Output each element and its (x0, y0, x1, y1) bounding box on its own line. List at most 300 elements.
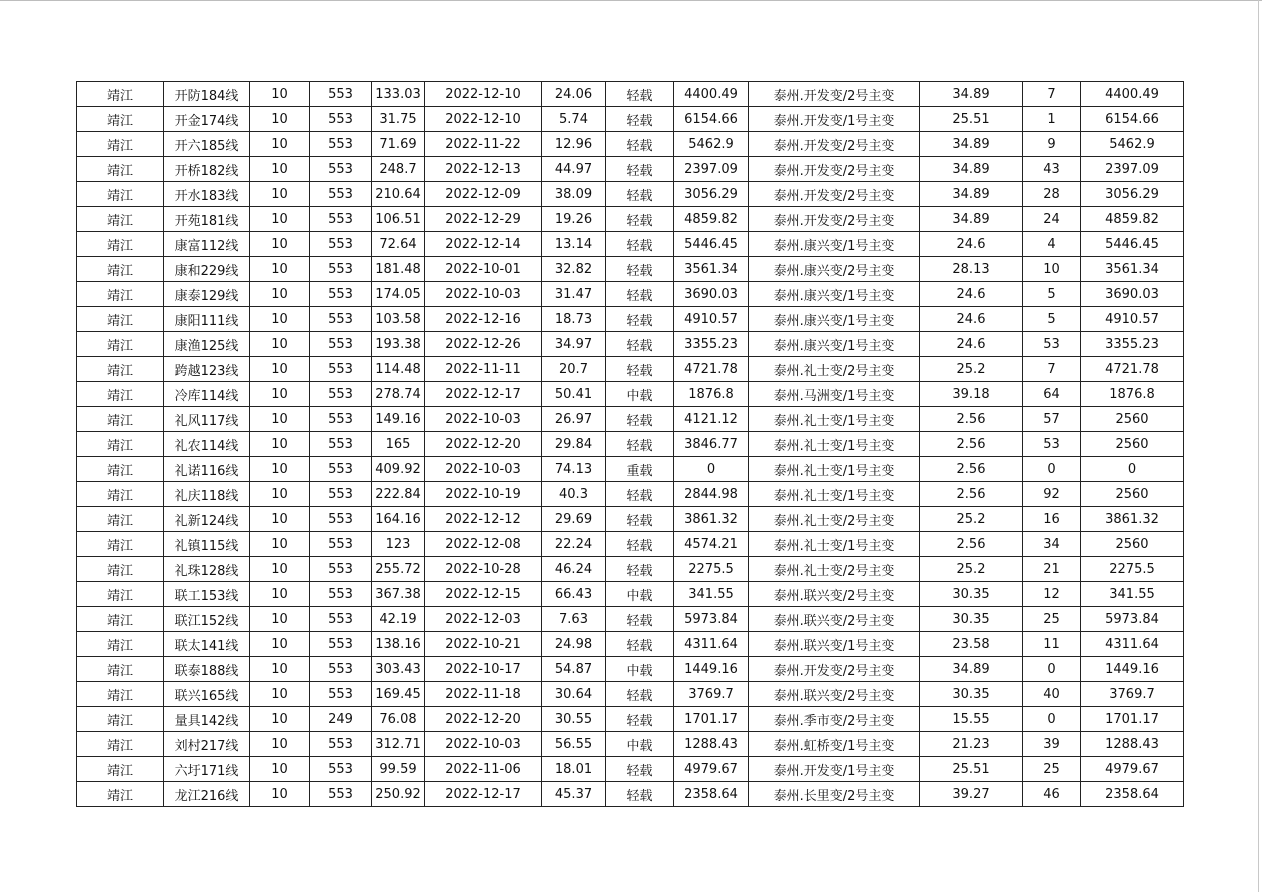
cell-load-status: 中载 (606, 732, 674, 757)
cell-transformer: 泰州.虹桥变/1号主变 (749, 732, 920, 757)
cell-transformer-load-rate: 39.27 (920, 782, 1023, 807)
cell-date: 2022-12-12 (425, 507, 542, 532)
cell-load-rate: 74.13 (542, 457, 606, 482)
cell-rated-capacity: 553 (310, 657, 372, 682)
cell-load-status: 轻载 (606, 232, 674, 257)
cell-available-capacity: 0 (674, 457, 749, 482)
cell-transformer: 泰州.马洲变/1号主变 (749, 382, 920, 407)
cell-count: 92 (1023, 482, 1081, 507)
cell-rated-capacity: 553 (310, 557, 372, 582)
cell-voltage: 10 (250, 707, 310, 732)
cell-count: 12 (1023, 582, 1081, 607)
cell-line-name: 礼庆118线 (164, 482, 250, 507)
cell-available-capacity: 4400.49 (674, 82, 749, 107)
cell-county: 靖江 (77, 382, 164, 407)
cell-transformer: 泰州.联兴变/1号主变 (749, 632, 920, 657)
cell-load-rate: 46.24 (542, 557, 606, 582)
cell-county: 靖江 (77, 482, 164, 507)
table-row (77, 157, 1184, 182)
cell-load-rate: 29.84 (542, 432, 606, 457)
cell-load: 103.58 (372, 307, 425, 332)
table-row (77, 757, 1184, 782)
cell-available-capacity: 4859.82 (674, 207, 749, 232)
cell-date: 2022-10-17 (425, 657, 542, 682)
cell-load-status: 轻载 (606, 782, 674, 807)
cell-load-status: 轻载 (606, 357, 674, 382)
cell-line-name: 跨越123线 (164, 357, 250, 382)
cell-available-capacity: 4574.21 (674, 532, 749, 557)
cell-count: 43 (1023, 157, 1081, 182)
cell-load-status: 轻载 (606, 257, 674, 282)
cell-capacity-value: 4979.67 (1081, 757, 1184, 782)
cell-voltage: 10 (250, 757, 310, 782)
cell-available-capacity: 3769.7 (674, 682, 749, 707)
cell-rated-capacity: 553 (310, 782, 372, 807)
cell-rated-capacity: 553 (310, 307, 372, 332)
cell-line-name: 康富112线 (164, 232, 250, 257)
cell-rated-capacity: 553 (310, 757, 372, 782)
cell-transformer-load-rate: 23.58 (920, 632, 1023, 657)
cell-line-name: 礼镇115线 (164, 532, 250, 557)
cell-load: 99.59 (372, 757, 425, 782)
cell-county: 靖江 (77, 282, 164, 307)
cell-voltage: 10 (250, 732, 310, 757)
cell-load-rate: 45.37 (542, 782, 606, 807)
cell-rated-capacity: 553 (310, 432, 372, 457)
cell-transformer-load-rate: 34.89 (920, 207, 1023, 232)
cell-rated-capacity: 553 (310, 132, 372, 157)
cell-line-name: 礼农114线 (164, 432, 250, 457)
cell-rated-capacity: 553 (310, 682, 372, 707)
cell-voltage: 10 (250, 107, 310, 132)
cell-available-capacity: 2397.09 (674, 157, 749, 182)
cell-capacity-value: 6154.66 (1081, 107, 1184, 132)
cell-available-capacity: 2275.5 (674, 557, 749, 582)
cell-count: 40 (1023, 682, 1081, 707)
cell-county: 靖江 (77, 732, 164, 757)
cell-county: 靖江 (77, 557, 164, 582)
cell-transformer-load-rate: 25.51 (920, 757, 1023, 782)
cell-load-rate: 18.01 (542, 757, 606, 782)
cell-load-status: 轻载 (606, 182, 674, 207)
cell-transformer: 泰州.礼士变/2号主变 (749, 557, 920, 582)
cell-load: 210.64 (372, 182, 425, 207)
table-row (77, 307, 1184, 332)
cell-count: 0 (1023, 657, 1081, 682)
cell-available-capacity: 4121.12 (674, 407, 749, 432)
cell-load-rate: 40.3 (542, 482, 606, 507)
cell-transformer: 泰州.季市变/2号主变 (749, 707, 920, 732)
cell-capacity-value: 4910.57 (1081, 307, 1184, 332)
cell-load-status: 轻载 (606, 282, 674, 307)
cell-load-rate: 44.97 (542, 157, 606, 182)
cell-load-status: 中载 (606, 382, 674, 407)
cell-load-rate: 29.69 (542, 507, 606, 532)
cell-load: 181.48 (372, 257, 425, 282)
table-row (77, 482, 1184, 507)
cell-load-rate: 30.55 (542, 707, 606, 732)
cell-load: 169.45 (372, 682, 425, 707)
cell-county: 靖江 (77, 607, 164, 632)
cell-transformer: 泰州.康兴变/1号主变 (749, 282, 920, 307)
cell-transformer-load-rate: 34.89 (920, 657, 1023, 682)
cell-transformer-load-rate: 34.89 (920, 182, 1023, 207)
cell-capacity-value: 2275.5 (1081, 557, 1184, 582)
cell-transformer: 泰州.联兴变/2号主变 (749, 582, 920, 607)
cell-load-rate: 26.97 (542, 407, 606, 432)
cell-county: 靖江 (77, 207, 164, 232)
page-top-border (0, 0, 1262, 1)
cell-available-capacity: 4979.67 (674, 757, 749, 782)
cell-load-status: 轻载 (606, 482, 674, 507)
cell-load: 222.84 (372, 482, 425, 507)
cell-capacity-value: 3355.23 (1081, 332, 1184, 357)
cell-count: 53 (1023, 332, 1081, 357)
cell-rated-capacity: 553 (310, 407, 372, 432)
cell-load-status: 中载 (606, 657, 674, 682)
cell-date: 2022-12-16 (425, 307, 542, 332)
cell-date: 2022-12-26 (425, 332, 542, 357)
cell-date: 2022-12-08 (425, 532, 542, 557)
cell-load: 31.75 (372, 107, 425, 132)
cell-date: 2022-12-09 (425, 182, 542, 207)
cell-line-name: 量具142线 (164, 707, 250, 732)
cell-available-capacity: 5446.45 (674, 232, 749, 257)
cell-voltage: 10 (250, 657, 310, 682)
cell-transformer: 泰州.康兴变/1号主变 (749, 307, 920, 332)
table-row (77, 782, 1184, 807)
cell-transformer-load-rate: 2.56 (920, 482, 1023, 507)
cell-load-status: 轻载 (606, 207, 674, 232)
cell-load-rate: 19.26 (542, 207, 606, 232)
table-row (77, 182, 1184, 207)
table-row (77, 207, 1184, 232)
table-row (77, 282, 1184, 307)
table-row (77, 82, 1184, 107)
cell-count: 11 (1023, 632, 1081, 657)
cell-line-name: 联太141线 (164, 632, 250, 657)
cell-county: 靖江 (77, 682, 164, 707)
cell-voltage: 10 (250, 207, 310, 232)
cell-capacity-value: 3690.03 (1081, 282, 1184, 307)
cell-available-capacity: 2844.98 (674, 482, 749, 507)
cell-capacity-value: 1288.43 (1081, 732, 1184, 757)
table-row (77, 132, 1184, 157)
cell-capacity-value: 0 (1081, 457, 1184, 482)
cell-available-capacity: 4721.78 (674, 357, 749, 382)
cell-voltage: 10 (250, 307, 310, 332)
cell-load: 250.92 (372, 782, 425, 807)
cell-transformer: 泰州.礼士变/1号主变 (749, 532, 920, 557)
cell-load: 193.38 (372, 332, 425, 357)
cell-date: 2022-11-22 (425, 132, 542, 157)
cell-load-status: 中载 (606, 582, 674, 607)
cell-voltage: 10 (250, 582, 310, 607)
cell-count: 53 (1023, 432, 1081, 457)
cell-load-status: 轻载 (606, 132, 674, 157)
cell-date: 2022-12-10 (425, 107, 542, 132)
cell-transformer: 泰州.康兴变/2号主变 (749, 257, 920, 282)
cell-load: 76.08 (372, 707, 425, 732)
cell-county: 靖江 (77, 532, 164, 557)
cell-line-name: 冷库114线 (164, 382, 250, 407)
cell-capacity-value: 4311.64 (1081, 632, 1184, 657)
cell-load-status: 轻载 (606, 607, 674, 632)
cell-transformer: 泰州.开发变/2号主变 (749, 132, 920, 157)
cell-transformer-load-rate: 34.89 (920, 132, 1023, 157)
cell-count: 25 (1023, 757, 1081, 782)
cell-load-status: 轻载 (606, 107, 674, 132)
cell-load: 72.64 (372, 232, 425, 257)
cell-transformer-load-rate: 25.2 (920, 507, 1023, 532)
cell-capacity-value: 2560 (1081, 432, 1184, 457)
cell-available-capacity: 3861.32 (674, 507, 749, 532)
cell-county: 靖江 (77, 107, 164, 132)
cell-load: 367.38 (372, 582, 425, 607)
cell-load-rate: 31.47 (542, 282, 606, 307)
cell-load: 165 (372, 432, 425, 457)
cell-count: 21 (1023, 557, 1081, 582)
cell-load: 42.19 (372, 607, 425, 632)
cell-capacity-value: 3561.34 (1081, 257, 1184, 282)
cell-load-status: 轻载 (606, 532, 674, 557)
cell-available-capacity: 3690.03 (674, 282, 749, 307)
cell-load: 123 (372, 532, 425, 557)
cell-transformer-load-rate: 25.2 (920, 557, 1023, 582)
table-row (77, 257, 1184, 282)
cell-transformer: 泰州.开发变/1号主变 (749, 107, 920, 132)
cell-voltage: 10 (250, 357, 310, 382)
cell-count: 64 (1023, 382, 1081, 407)
table-row (77, 232, 1184, 257)
cell-county: 靖江 (77, 657, 164, 682)
table-row (77, 507, 1184, 532)
cell-voltage: 10 (250, 457, 310, 482)
cell-count: 9 (1023, 132, 1081, 157)
cell-capacity-value: 5446.45 (1081, 232, 1184, 257)
cell-date: 2022-11-11 (425, 357, 542, 382)
table-row (77, 457, 1184, 482)
table-row (77, 532, 1184, 557)
cell-transformer: 泰州.康兴变/1号主变 (749, 332, 920, 357)
cell-transformer: 泰州.开发变/2号主变 (749, 157, 920, 182)
cell-transformer-load-rate: 25.51 (920, 107, 1023, 132)
cell-rated-capacity: 553 (310, 607, 372, 632)
cell-line-name: 康泰129线 (164, 282, 250, 307)
table-row (77, 682, 1184, 707)
cell-county: 靖江 (77, 457, 164, 482)
cell-load: 303.43 (372, 657, 425, 682)
page-right-border (1258, 0, 1259, 892)
cell-available-capacity: 3355.23 (674, 332, 749, 357)
cell-count: 46 (1023, 782, 1081, 807)
cell-load-rate: 50.41 (542, 382, 606, 407)
cell-available-capacity: 4311.64 (674, 632, 749, 657)
cell-transformer-load-rate: 24.6 (920, 232, 1023, 257)
cell-rated-capacity: 553 (310, 157, 372, 182)
cell-rated-capacity: 553 (310, 107, 372, 132)
cell-voltage: 10 (250, 182, 310, 207)
cell-load-status: 轻载 (606, 757, 674, 782)
cell-transformer-load-rate: 21.23 (920, 732, 1023, 757)
cell-date: 2022-12-17 (425, 382, 542, 407)
cell-rated-capacity: 553 (310, 182, 372, 207)
table-row (77, 432, 1184, 457)
cell-date: 2022-12-17 (425, 782, 542, 807)
cell-transformer-load-rate: 24.6 (920, 332, 1023, 357)
cell-count: 5 (1023, 307, 1081, 332)
cell-count: 25 (1023, 607, 1081, 632)
cell-transformer: 泰州.开发变/2号主变 (749, 657, 920, 682)
cell-line-name: 龙江216线 (164, 782, 250, 807)
cell-rated-capacity: 553 (310, 482, 372, 507)
cell-available-capacity: 1701.17 (674, 707, 749, 732)
cell-voltage: 10 (250, 532, 310, 557)
cell-transformer-load-rate: 25.2 (920, 357, 1023, 382)
cell-load: 114.48 (372, 357, 425, 382)
cell-line-name: 联工153线 (164, 582, 250, 607)
cell-transformer-load-rate: 2.56 (920, 432, 1023, 457)
cell-available-capacity: 4910.57 (674, 307, 749, 332)
cell-transformer-load-rate: 39.18 (920, 382, 1023, 407)
cell-transformer-load-rate: 15.55 (920, 707, 1023, 732)
cell-available-capacity: 1288.43 (674, 732, 749, 757)
cell-voltage: 10 (250, 482, 310, 507)
cell-rated-capacity: 553 (310, 232, 372, 257)
cell-load-rate: 54.87 (542, 657, 606, 682)
cell-transformer-load-rate: 28.13 (920, 257, 1023, 282)
cell-load-status: 轻载 (606, 682, 674, 707)
cell-available-capacity: 2358.64 (674, 782, 749, 807)
cell-county: 靖江 (77, 232, 164, 257)
cell-rated-capacity: 553 (310, 532, 372, 557)
cell-transformer-load-rate: 34.89 (920, 82, 1023, 107)
cell-capacity-value: 2358.64 (1081, 782, 1184, 807)
data-table (76, 81, 1184, 807)
cell-capacity-value: 2397.09 (1081, 157, 1184, 182)
cell-count: 7 (1023, 357, 1081, 382)
cell-date: 2022-11-06 (425, 757, 542, 782)
cell-capacity-value: 4400.49 (1081, 82, 1184, 107)
cell-count: 16 (1023, 507, 1081, 532)
cell-county: 靖江 (77, 307, 164, 332)
cell-load: 71.69 (372, 132, 425, 157)
cell-load-status: 轻载 (606, 557, 674, 582)
cell-transformer-load-rate: 24.6 (920, 282, 1023, 307)
cell-rated-capacity: 553 (310, 507, 372, 532)
table-row (77, 107, 1184, 132)
cell-count: 34 (1023, 532, 1081, 557)
cell-line-name: 礼珠128线 (164, 557, 250, 582)
cell-load-rate: 34.97 (542, 332, 606, 357)
cell-transformer: 泰州.联兴变/2号主变 (749, 682, 920, 707)
cell-rated-capacity: 553 (310, 207, 372, 232)
cell-rated-capacity: 553 (310, 632, 372, 657)
cell-transformer-load-rate: 30.35 (920, 682, 1023, 707)
cell-line-name: 联兴165线 (164, 682, 250, 707)
cell-voltage: 10 (250, 407, 310, 432)
cell-rated-capacity: 553 (310, 457, 372, 482)
cell-line-name: 开金174线 (164, 107, 250, 132)
cell-voltage: 10 (250, 132, 310, 157)
cell-count: 24 (1023, 207, 1081, 232)
cell-date: 2022-10-28 (425, 557, 542, 582)
table-row (77, 582, 1184, 607)
cell-county: 靖江 (77, 707, 164, 732)
cell-capacity-value: 4859.82 (1081, 207, 1184, 232)
cell-date: 2022-11-18 (425, 682, 542, 707)
cell-date: 2022-12-03 (425, 607, 542, 632)
cell-count: 0 (1023, 707, 1081, 732)
cell-load: 312.71 (372, 732, 425, 757)
table-row (77, 357, 1184, 382)
cell-load: 106.51 (372, 207, 425, 232)
cell-count: 4 (1023, 232, 1081, 257)
cell-available-capacity: 1876.8 (674, 382, 749, 407)
cell-available-capacity: 5973.84 (674, 607, 749, 632)
cell-date: 2022-10-03 (425, 457, 542, 482)
cell-transformer: 泰州.礼士变/1号主变 (749, 482, 920, 507)
cell-voltage: 10 (250, 682, 310, 707)
cell-transformer: 泰州.开发变/2号主变 (749, 182, 920, 207)
cell-voltage: 10 (250, 157, 310, 182)
cell-county: 靖江 (77, 432, 164, 457)
cell-line-name: 康和229线 (164, 257, 250, 282)
cell-load-rate: 13.14 (542, 232, 606, 257)
cell-load: 255.72 (372, 557, 425, 582)
cell-capacity-value: 2560 (1081, 532, 1184, 557)
cell-load: 149.16 (372, 407, 425, 432)
cell-load-rate: 56.55 (542, 732, 606, 757)
cell-transformer: 泰州.礼士变/1号主变 (749, 457, 920, 482)
cell-load-status: 轻载 (606, 307, 674, 332)
table-row (77, 607, 1184, 632)
cell-date: 2022-12-29 (425, 207, 542, 232)
cell-transformer: 泰州.联兴变/2号主变 (749, 607, 920, 632)
cell-transformer: 泰州.礼士变/2号主变 (749, 507, 920, 532)
cell-transformer: 泰州.礼士变/1号主变 (749, 407, 920, 432)
table-row (77, 707, 1184, 732)
cell-voltage: 10 (250, 282, 310, 307)
cell-load-status: 轻载 (606, 707, 674, 732)
cell-voltage: 10 (250, 632, 310, 657)
cell-voltage: 10 (250, 507, 310, 532)
cell-capacity-value: 5462.9 (1081, 132, 1184, 157)
cell-county: 靖江 (77, 582, 164, 607)
cell-county: 靖江 (77, 507, 164, 532)
cell-date: 2022-10-19 (425, 482, 542, 507)
cell-county: 靖江 (77, 332, 164, 357)
cell-rated-capacity: 553 (310, 357, 372, 382)
cell-county: 靖江 (77, 132, 164, 157)
cell-load-rate: 20.7 (542, 357, 606, 382)
cell-load: 133.03 (372, 82, 425, 107)
cell-transformer-load-rate: 24.6 (920, 307, 1023, 332)
table-row (77, 557, 1184, 582)
cell-line-name: 康渔125线 (164, 332, 250, 357)
table-row (77, 632, 1184, 657)
cell-load-rate: 7.63 (542, 607, 606, 632)
table-row (77, 407, 1184, 432)
cell-available-capacity: 6154.66 (674, 107, 749, 132)
cell-date: 2022-10-21 (425, 632, 542, 657)
cell-capacity-value: 1449.16 (1081, 657, 1184, 682)
cell-line-name: 礼诺116线 (164, 457, 250, 482)
cell-line-name: 礼风117线 (164, 407, 250, 432)
cell-load: 409.92 (372, 457, 425, 482)
cell-line-name: 开苑181线 (164, 207, 250, 232)
cell-available-capacity: 3056.29 (674, 182, 749, 207)
